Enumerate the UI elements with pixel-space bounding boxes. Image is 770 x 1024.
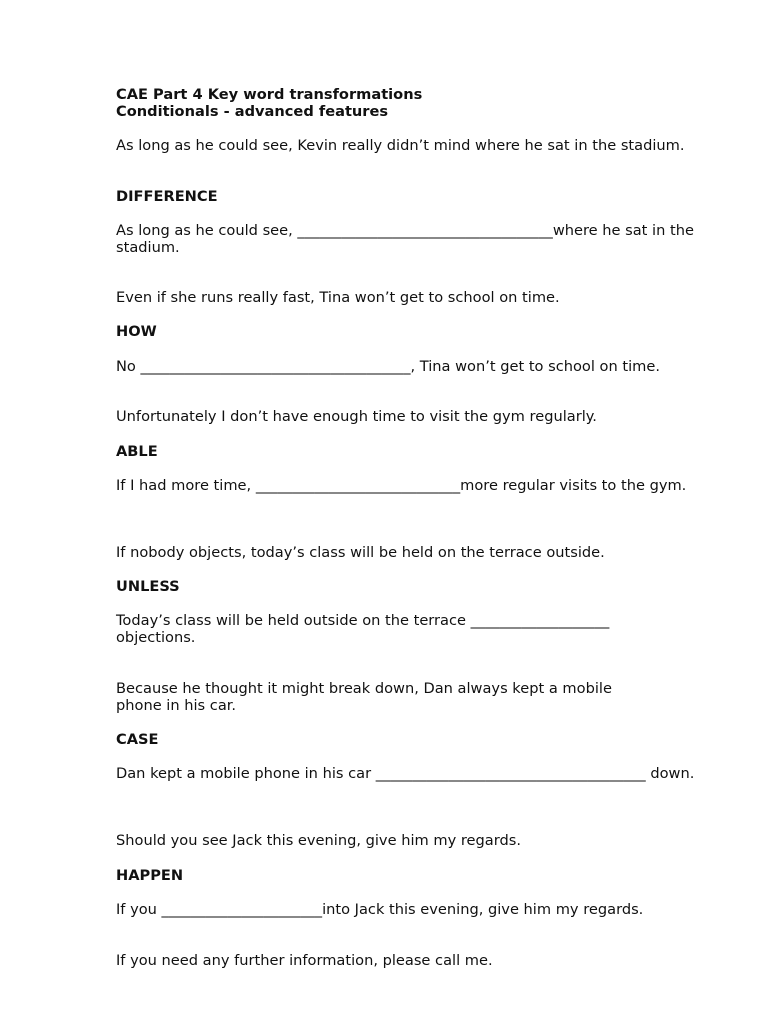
prompt-after-2: , Tina won’t get to school on time.: [410, 358, 660, 375]
transformation-prompt-6: [116, 901, 716, 918]
keyword-4: UNLESS: [116, 578, 180, 595]
answer-blank-1[interactable]: ___________________________________: [297, 222, 553, 239]
prompt-before-2: No: [116, 358, 141, 375]
prompt-after-3: more regular visits to the gym.: [460, 477, 687, 494]
prompt-after-4: objections.: [116, 629, 196, 646]
original-sentence-5: Because he thought it might break down, Dan always kept a mobile phone in his car.: [116, 680, 612, 714]
original-sentence-1: As long as he could see, Kevin really didn’t mind where he sat in the stadium.: [116, 137, 685, 154]
transformation-prompt-1: [116, 222, 696, 256]
prompt-after-1: where he sat in the stadium.: [116, 222, 694, 256]
transformation-prompt-3: [116, 477, 696, 494]
transformation-prompt-2: [116, 358, 716, 375]
prompt-before-5: Dan kept a mobile phone in his car: [116, 765, 376, 782]
answer-blank-6[interactable]: ______________________: [161, 901, 323, 918]
answer-blank-4[interactable]: ___________________: [470, 612, 610, 629]
document-title: [116, 86, 716, 120]
original-sentence-7: If you need any further information, please call me.: [116, 952, 493, 969]
transformation-prompt-4: [116, 612, 661, 646]
prompt-before-3: If I had more time,: [116, 477, 256, 494]
keyword-2: HOW: [116, 323, 157, 340]
original-sentence-2: Even if she runs really fast, Tina won’t get to school on time.: [116, 289, 560, 306]
title-line-1: CAE Part 4 Key word transformations: [116, 86, 423, 103]
prompt-after-6: into Jack this evening, give him my regards.: [322, 901, 644, 918]
original-sentence-3: Unfortunately I don’t have enough time to visit the gym regularly.: [116, 408, 597, 425]
original-sentence-6: Should you see Jack this evening, give him my regards.: [116, 832, 521, 849]
prompt-before-4: Today’s class will be held outside on the terrace: [116, 612, 471, 629]
keyword-5: CASE: [116, 731, 159, 748]
keyword-3: ABLE: [116, 443, 158, 460]
transformation-prompt-5: [116, 765, 696, 782]
prompt-before-6: If you: [116, 901, 162, 918]
title-line-2: Conditionals - advanced features: [116, 103, 389, 120]
original-sentence-4: If nobody objects, today’s class will be held on the terrace outside.: [116, 544, 605, 561]
answer-blank-3[interactable]: ____________________________: [255, 477, 461, 494]
answer-blank-2[interactable]: _____________________________________: [140, 358, 411, 375]
answer-blank-5[interactable]: _____________________________________: [375, 765, 646, 782]
keyword-1: DIFFERENCE: [116, 188, 218, 205]
prompt-before-1: As long as he could see,: [116, 222, 298, 239]
prompt-after-5: down.: [645, 765, 695, 782]
keyword-6: HAPPEN: [116, 867, 184, 884]
